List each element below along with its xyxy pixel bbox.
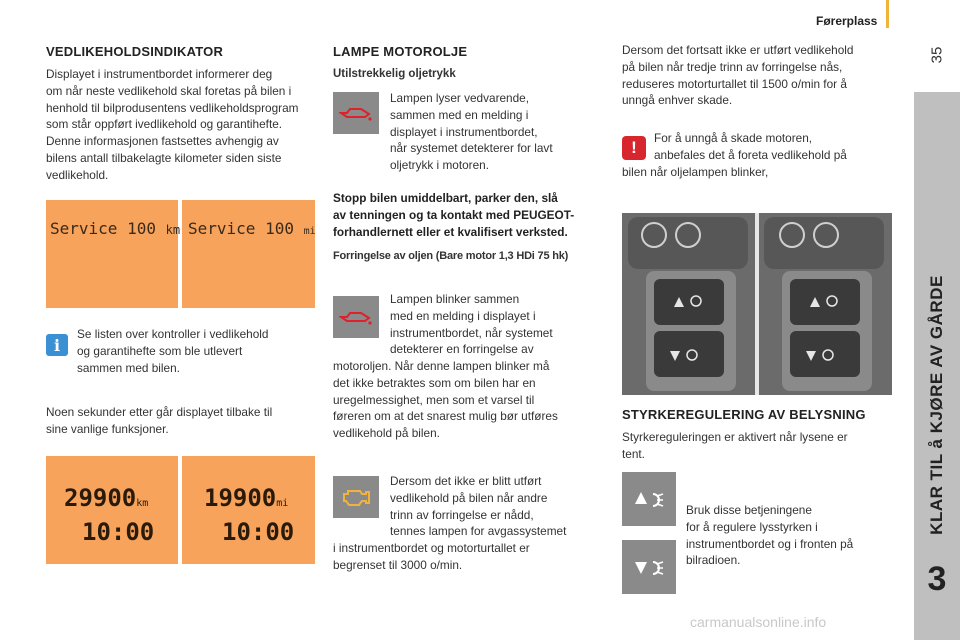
oil-pressure-lamp-icon bbox=[333, 92, 379, 134]
oil-degradation-text-b: motoroljen. Når denne lampen blinker må det ikke betraktes som om bilen har en uregelmessighet, men som et varsel til føreren om at det snarest mulig bør utføres vedlikehold på bilen. bbox=[333, 359, 558, 441]
warning-text-a: For å unngå å skade motoren, anbefales det å foreta vedlikehold på bbox=[654, 131, 847, 162]
oil-pressure-text: Lampen lyser vedvarende, sammen med en melding i displayet i instrumentbordet, når systemet detekterer for lavt oljetrykk i motoren. bbox=[390, 91, 553, 173]
odometer-display-km: 29900km 10:00 bbox=[46, 456, 178, 564]
service-display-km: Service 100 km bbox=[46, 200, 178, 308]
service-display-mi: Service 100 mi bbox=[182, 200, 315, 308]
dimmer-down-button-icon bbox=[622, 540, 676, 594]
section-title: Førerplass bbox=[816, 14, 878, 28]
chapter-number: 3 bbox=[927, 560, 947, 598]
exhaust-text-b: i instrumentbordet og motorturtallet er begrenset til 3000 o/min. bbox=[333, 541, 530, 572]
page-number: 35 bbox=[928, 46, 946, 64]
odometer-display-mi: 19900mi 10:00 bbox=[182, 456, 315, 564]
warning-icon: ! bbox=[622, 136, 646, 160]
exhaust-text-a: Dersom det ikke er blitt utført vedlikehold på bilen når andre trinn av forringelse er nådd, tennes lampen for avgassystemet bbox=[390, 474, 567, 539]
chapter-title: KLAR TIL å KJØRE AV GÅRDE bbox=[927, 275, 946, 535]
third-stage-text: Dersom det fortsatt ikke er utført vedlikehold på bilen når tredje trinn av forringelse nås, reduseres motorturtallet til 1500 o/min for å unngå enhver skade. bbox=[622, 43, 854, 108]
return-note: Noen sekunder etter går displayet tilbake til sine vanlige funksjoner. bbox=[46, 405, 273, 436]
dimmer-intro-text: Styrkereguleringen er aktivert når lysene er tent. bbox=[622, 430, 848, 461]
oil-degradation-text-a: Lampen blinker sammen med en melding i displayet i instrumentbordet, når systemet detekterer en forringelse av bbox=[390, 292, 553, 357]
stop-warning-text: Stopp bilen umiddelbart, parker den, slå av tenningen og ta kontakt med PEUGEOT- forhandlernett eller et kvalifisert verksted. bbox=[333, 191, 575, 239]
subheading-oil-degradation: Forringelse av oljen (Bare motor 1,3 HDi 75 hk) bbox=[333, 250, 569, 262]
heading-oil-lamp: LAMPE MOTOROLJE bbox=[333, 44, 468, 59]
heading-lighting-dimmer: STYRKEREGULERING AV BELYSNING bbox=[622, 407, 866, 422]
header-accent-line bbox=[886, 0, 889, 28]
engine-lamp-icon bbox=[333, 476, 379, 518]
watermark: carmanualsonline.info bbox=[690, 614, 827, 630]
info-icon: i bbox=[46, 334, 68, 356]
intro-text: Displayet i instrumentbordet informerer deg om når neste vedlikehold skal foretas på bilen i henhold til bilprodusentens vedlikeholdsprogram som står oppført ivedlikehold og garantihefte. Denne informasjonen fastsettes avhengig av bilens antall tilbakelagte kilometer siden siste vedlikehold. bbox=[46, 67, 299, 182]
dimmer-controls-photo bbox=[622, 213, 892, 395]
warning-text-b: bilen når oljelampen blinker, bbox=[622, 165, 769, 179]
dimmer-usage-text: Bruk disse betjeningene for å regulere lysstyrken i instrumentbordet og i fronten på bilradioen. bbox=[686, 503, 854, 568]
subheading-low-oil-pressure: Utilstrekkelig oljetrykk bbox=[333, 68, 456, 80]
dimmer-up-button-icon bbox=[622, 472, 676, 526]
heading-maintenance-indicator: VEDLIKEHOLDSINDIKATOR bbox=[46, 44, 224, 59]
oil-degradation-lamp-icon bbox=[333, 296, 379, 338]
info-note: Se listen over kontroller i vedlikehold og garantihefte som ble utlevert sammen med bilen. bbox=[77, 327, 269, 375]
